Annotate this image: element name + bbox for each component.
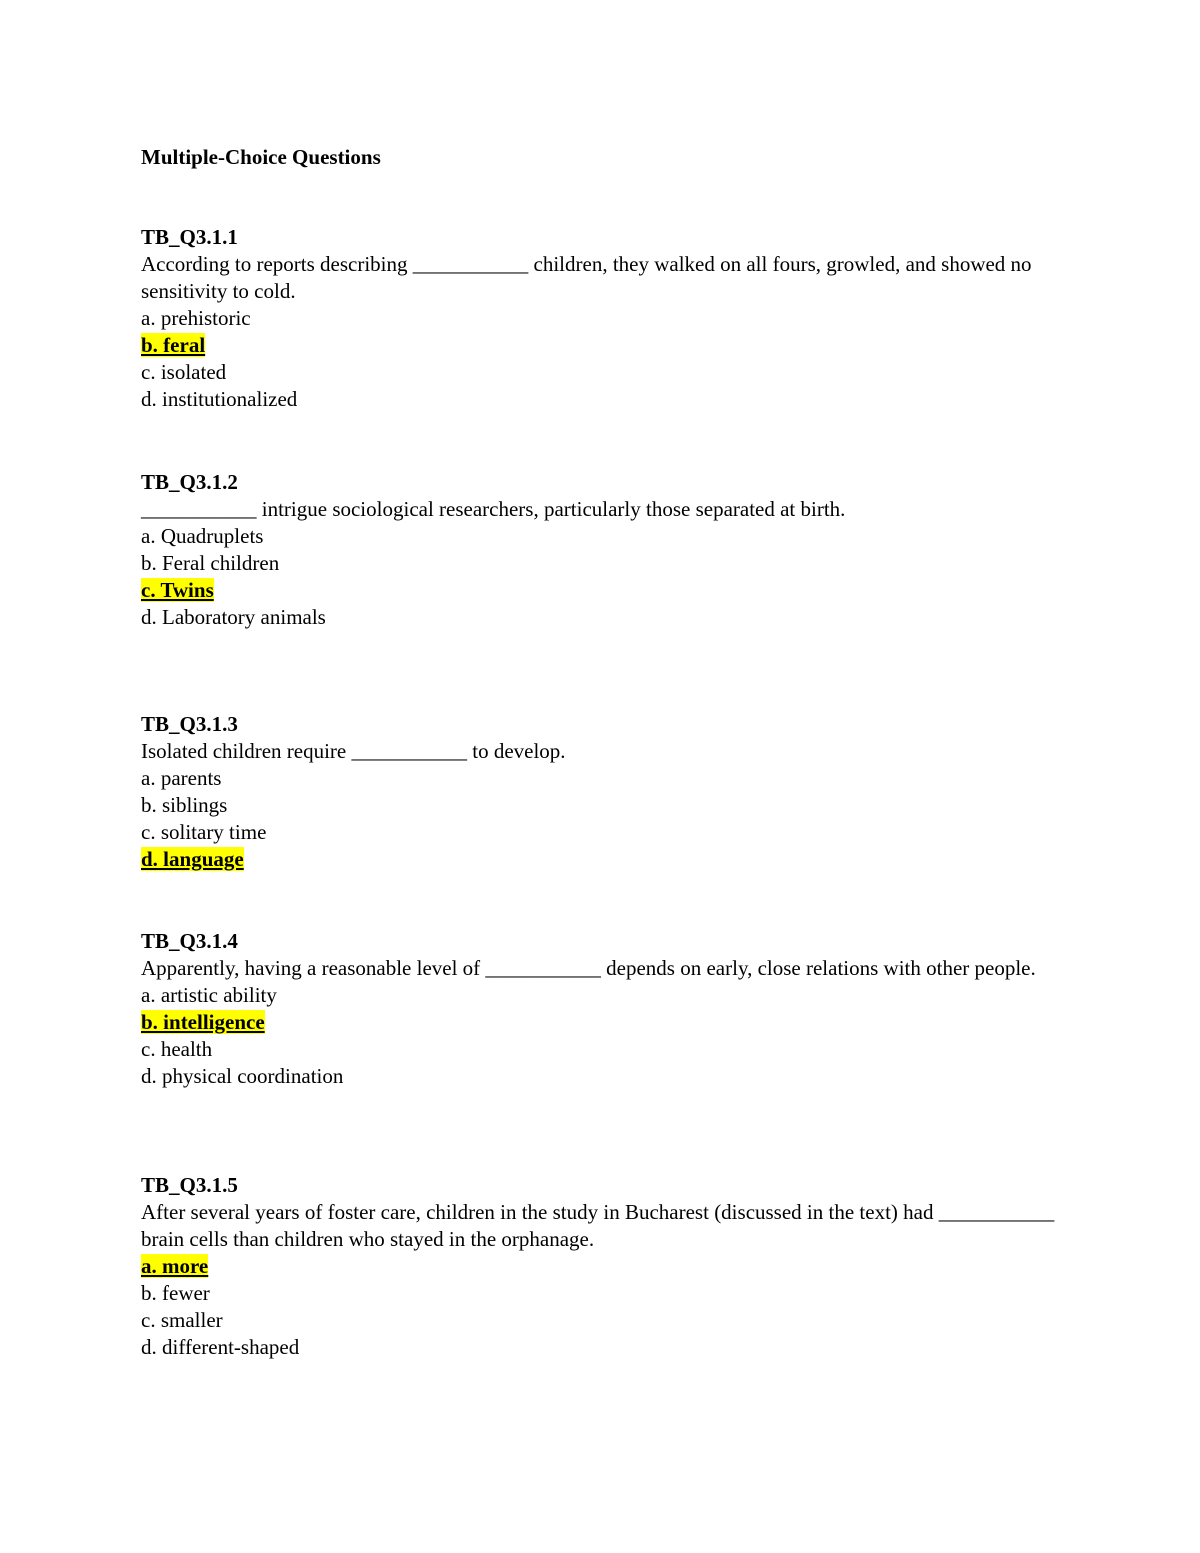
question-id: TB_Q3.1.1 [141, 225, 238, 249]
answer-option: a. prehistoric [141, 306, 251, 330]
question-id: TB_Q3.1.4 [141, 929, 238, 953]
answer-option: d. different-shaped [141, 1335, 300, 1359]
question-id: TB_Q3.1.2 [141, 470, 238, 494]
answer-option-correct: d. language [141, 847, 244, 871]
answer-option-correct: b. feral [141, 333, 206, 357]
answer-option: c. smaller [141, 1308, 223, 1332]
answer-option: a. artistic ability [141, 983, 277, 1007]
answer-option-correct: a. more [141, 1254, 209, 1278]
answer-option: b. fewer [141, 1281, 210, 1305]
answer-option: a. parents [141, 766, 222, 790]
answer-option: c. solitary time [141, 820, 267, 844]
question-block [141, 928, 1071, 1090]
answer-option: d. Laboratory animals [141, 605, 326, 629]
answer-option: b. siblings [141, 793, 228, 817]
answer-option: d. physical coordination [141, 1064, 344, 1088]
question-block [141, 1172, 1071, 1361]
question-id: TB_Q3.1.5 [141, 1173, 238, 1197]
question-block [141, 711, 1071, 873]
answer-option: b. Feral children [141, 551, 280, 575]
answer-option-correct: c. Twins [141, 578, 214, 602]
answer-option: a. Quadruplets [141, 524, 264, 548]
question-text: According to reports describing ___________ children, they walked on all fours, growled, and showed no sensitivity to cold. [141, 252, 1032, 303]
answer-option: d. institutionalized [141, 387, 298, 411]
answer-option-correct: b. intelligence [141, 1010, 265, 1034]
question-block [141, 469, 1071, 631]
question-id: TB_Q3.1.3 [141, 712, 238, 736]
question-text: After several years of foster care, children in the study in Bucharest (discussed in the text) had ___________ brain cells than children who stayed in the orphanage. [141, 1200, 1055, 1251]
answer-option: c. health [141, 1037, 213, 1061]
question-text: ___________ intrigue sociological researchers, particularly those separated at birth. [141, 497, 846, 521]
question-text: Isolated children require ___________ to develop. [141, 739, 566, 763]
page-heading: Multiple-Choice Questions [141, 145, 381, 169]
question-text: Apparently, having a reasonable level of ___________ depends on early, close relations with other people. [141, 956, 1036, 980]
question-block [141, 224, 1071, 413]
answer-option: c. isolated [141, 360, 227, 384]
